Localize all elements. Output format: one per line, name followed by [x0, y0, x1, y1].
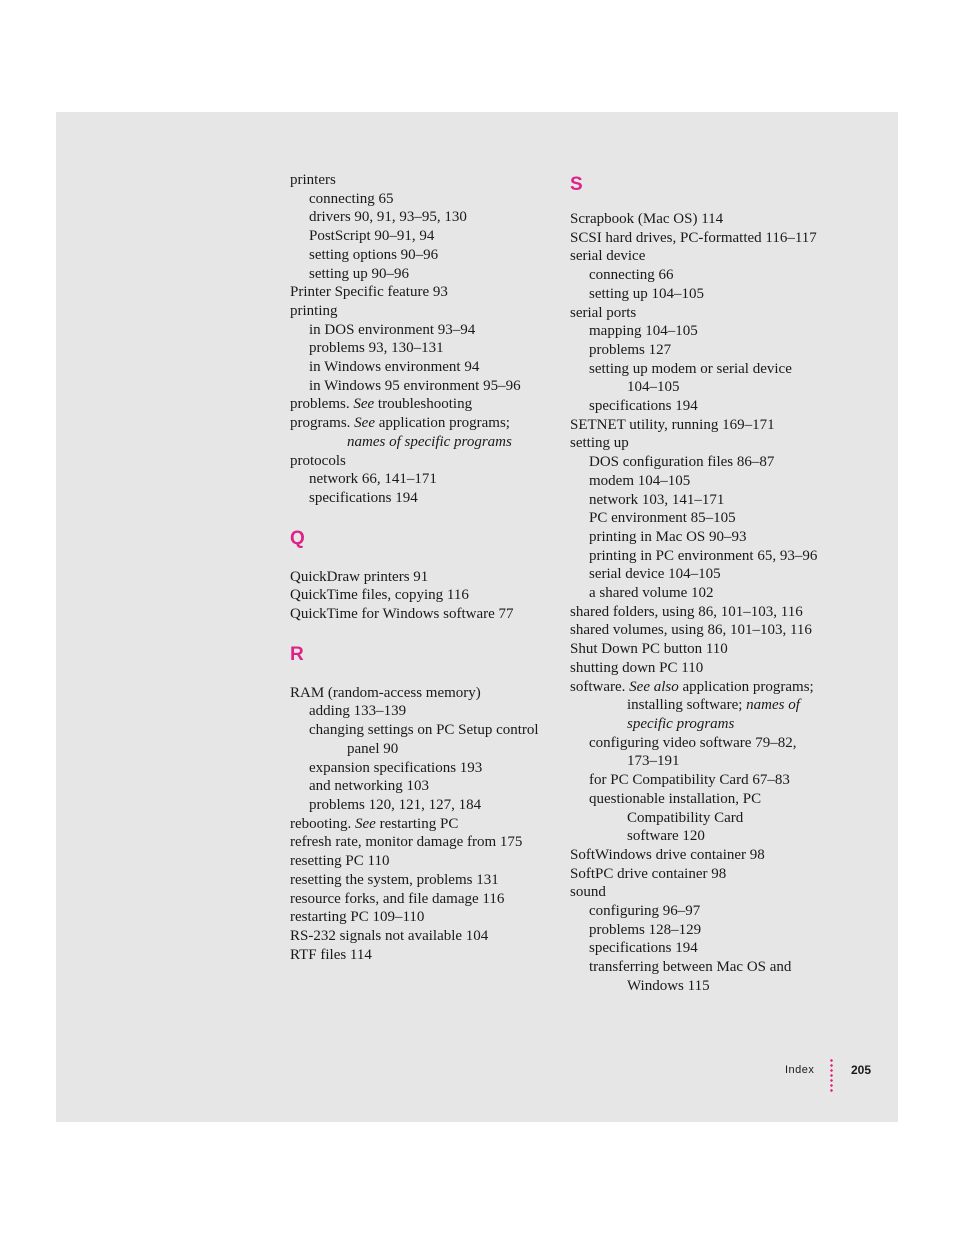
index-subentry: questionable installation, PC — [589, 790, 762, 807]
entry-text: application programs; — [374, 415, 510, 432]
index-entry: refresh rate, monitor damage from 175 — [290, 834, 523, 851]
index-subentry: problems 128–129 — [589, 921, 702, 938]
entry-text: restarting PC — [375, 815, 459, 832]
index-entry: RTF files 114 — [290, 946, 372, 963]
index-subentry: specifications 194 — [309, 489, 418, 506]
index-entry: RAM (random-access memory) — [290, 684, 481, 701]
index-subentry — [570, 715, 838, 734]
index-entry: resetting the system, problems 131 — [290, 871, 499, 888]
index-entry: sound — [570, 884, 606, 901]
index-subentry: 173–191 — [627, 753, 680, 770]
entry-text: installing software; — [627, 697, 747, 714]
index-subentry: expansion specifications 193 — [309, 759, 483, 776]
index-section-letter: R — [290, 643, 304, 665]
index-entry: Shut Down PC button 110 — [570, 641, 728, 658]
index-entry: printers — [290, 172, 336, 188]
index-subentry: PC environment 85–105 — [589, 510, 736, 527]
index-subentry: in Windows 95 environment 95–96 — [309, 377, 521, 394]
index-entry: shutting down PC 110 — [570, 659, 704, 676]
index-subentry: setting up modem or serial device — [589, 360, 792, 377]
index-subentry: printing in Mac OS 90–93 — [589, 528, 747, 545]
index-subentry: specifications 194 — [589, 940, 698, 957]
index-entry — [290, 815, 555, 834]
index-entry — [570, 678, 838, 697]
index-entry: SoftWindows drive container 98 — [570, 846, 765, 863]
index-subentry: problems 120, 121, 127, 184 — [309, 796, 482, 813]
index-subentry: setting up 104–105 — [589, 285, 704, 302]
entry-text: programs. — [290, 415, 355, 432]
index-subentry: network 103, 141–171 — [589, 491, 725, 508]
index-column-right — [570, 173, 838, 996]
index-subentry: PostScript 90–91, 94 — [309, 228, 435, 245]
index-section-letter: S — [570, 174, 583, 195]
index-subentry: setting options 90–96 — [309, 246, 439, 263]
index-subentry: configuring video software 79–82, — [589, 734, 797, 751]
index-entry — [290, 395, 555, 414]
index-subentry: in DOS environment 93–94 — [309, 321, 476, 338]
index-subentry: for PC Compatibility Card 67–83 — [589, 772, 790, 789]
index-subentry: serial device 104–105 — [589, 566, 721, 583]
index-entry: SETNET utility, running 169–171 — [570, 416, 775, 433]
index-section-letter: Q — [290, 527, 305, 549]
index-entry: RS-232 signals not available 104 — [290, 927, 489, 944]
index-subentry: problems 93, 130–131 — [309, 340, 444, 357]
entry-text: application programs; — [678, 678, 814, 695]
index-entry — [290, 414, 555, 433]
index-entry: QuickTime files, copying 116 — [290, 587, 469, 604]
index-entry: shared folders, using 86, 101–103, 116 — [570, 603, 803, 620]
index-entry: Scrapbook (Mac OS) 114 — [570, 211, 724, 227]
index-subentry: and networking 103 — [309, 778, 429, 795]
index-entry: protocols — [290, 452, 346, 469]
index-entry: printing — [290, 302, 338, 319]
index-subentry: in Windows environment 94 — [309, 359, 480, 376]
index-subentry: 104–105 — [627, 379, 680, 396]
index-subentry — [290, 433, 555, 452]
entry-text: rebooting. — [290, 815, 355, 832]
page-number: 205 — [851, 1063, 872, 1077]
index-subentry: panel 90 — [347, 740, 399, 757]
index-entry: resetting PC 110 — [290, 853, 390, 870]
entry-cross-reference: See — [355, 815, 376, 832]
index-subentry: Windows 115 — [627, 977, 710, 994]
index-subentry: network 66, 141–171 — [309, 471, 437, 488]
index-entry: QuickDraw printers 91 — [290, 568, 429, 585]
index-entry: shared volumes, using 86, 101–103, 116 — [570, 622, 812, 639]
index-subentry: drivers 90, 91, 93–95, 130 — [309, 209, 467, 226]
index-entry: resource forks, and file damage 116 — [290, 890, 505, 907]
index-subentry: configuring 96–97 — [589, 903, 701, 920]
index-entry: SoftPC drive container 98 — [570, 865, 727, 882]
index-entry: QuickTime for Windows software 77 — [290, 606, 514, 623]
index-subentry: a shared volume 102 — [589, 585, 714, 602]
entry-cross-reference: names of — [746, 697, 800, 714]
index-subentry: adding 133–139 — [309, 703, 407, 720]
index-subentry: printing in PC environment 65, 93–96 — [589, 547, 818, 564]
index-subentry — [570, 696, 838, 715]
footer-section-label: Index — [785, 1064, 815, 1076]
index-entry: restarting PC 109–110 — [290, 909, 425, 926]
index-subentry: DOS configuration files 86–87 — [589, 454, 775, 471]
index-subentry: mapping 104–105 — [589, 323, 698, 340]
entry-cross-reference: See — [353, 396, 375, 413]
index-column-left — [290, 171, 555, 964]
index-subentry: modem 104–105 — [589, 472, 691, 489]
index-entry: setting up — [570, 435, 629, 452]
index-subentry: setting up 90–96 — [309, 265, 409, 282]
entry-cross-reference: See also — [629, 678, 679, 695]
index-entry: SCSI hard drives, PC-formatted 116–117 — [570, 229, 817, 246]
entry-text: problems. — [290, 396, 354, 413]
entry-text: software. — [570, 678, 630, 695]
index-subentry: changing settings on PC Setup control — [309, 722, 539, 739]
index-subentry: transferring between Mac OS and — [589, 959, 792, 976]
footer-dotted-divider — [830, 1058, 833, 1094]
index-entry: serial device — [570, 248, 646, 265]
index-subentry: Compatibility Card — [627, 809, 744, 826]
index-subentry: connecting 65 — [309, 190, 394, 207]
index-subentry: specifications 194 — [589, 398, 698, 415]
entry-cross-reference: names of specific programs — [347, 433, 512, 450]
entry-cross-reference: See — [354, 415, 375, 432]
index-subentry: problems 127 — [589, 341, 672, 358]
index-entry: Printer Specific feature 93 — [290, 284, 448, 301]
entry-text: troubleshooting — [374, 396, 473, 413]
index-entry: serial ports — [570, 304, 637, 321]
index-subentry: software 120 — [627, 828, 705, 845]
index-subentry: connecting 66 — [589, 267, 674, 284]
entry-cross-reference: specific programs — [627, 715, 735, 732]
